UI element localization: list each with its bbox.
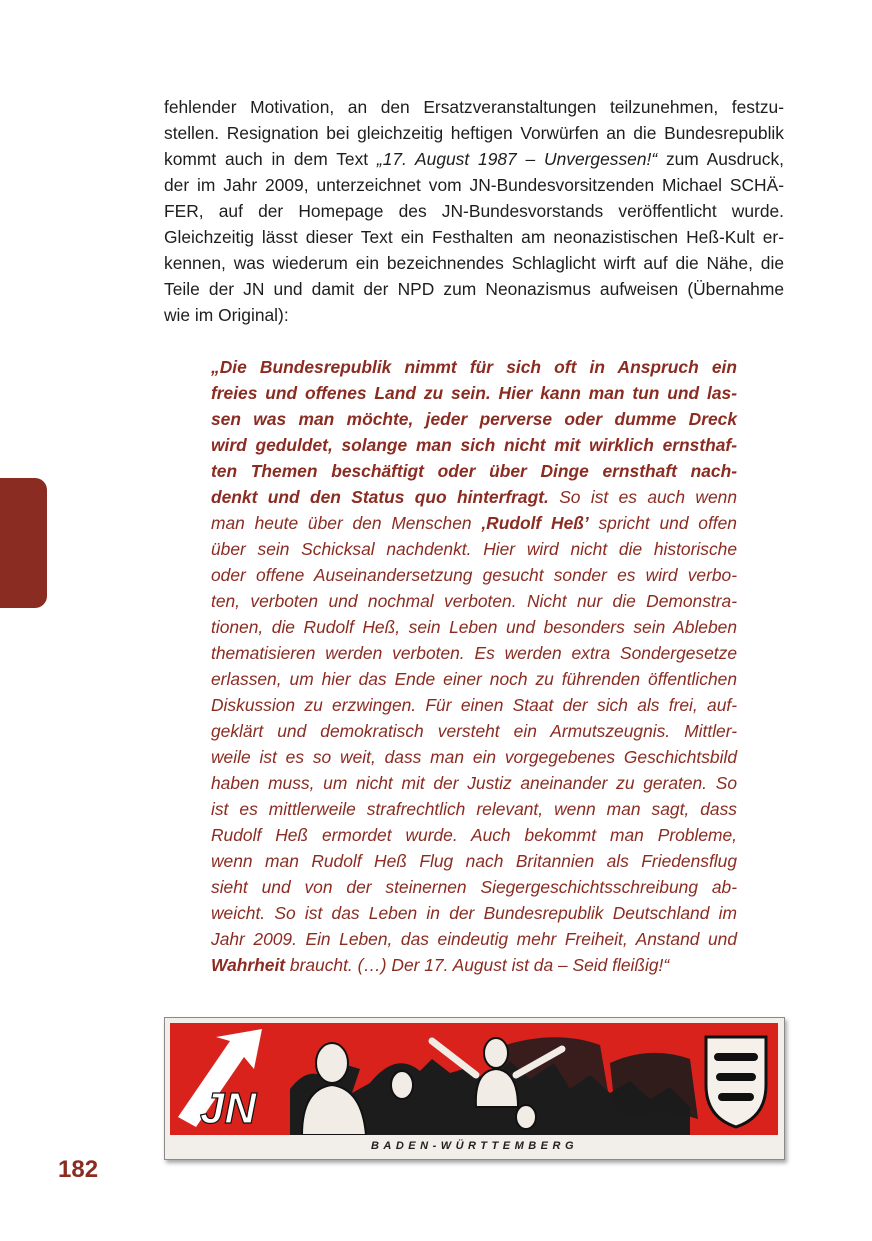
quote-bold-fragment: ‚Rudolf Heß’ [481,513,589,533]
quote-line: Rudolf Heß ermordet wurde. Auch bekommt man Probleme, [211,825,737,845]
body-text-fragment: zum Ausdruck, [657,149,784,169]
banner-caption: BADEN-WÜRTTEMBERG [370,1140,579,1152]
banner-illustration [170,1023,778,1135]
quote-fragment: man heute über den Menschen [211,513,482,533]
quote-line: „Die Bundesrepublik nimmt für sich oft in Anspruch ein [211,357,737,377]
jn-logo-text: JN [200,1084,257,1133]
quote-line: ten, verboten und nochmal verboten. Nicht nur die Demonstra- [211,591,737,611]
quote-fragment: braucht. (…) Der 17. August ist da – Seid fleißig!“ [285,955,670,975]
quote-line: thematisieren werden verboten. Es werden extra Sondergesetze [211,643,737,663]
body-line: stellen. Resignation bei gleichzeitig heftigen Vorwürfen an die Bundesrepublik [164,123,784,143]
body-line: Teile der JN und damit der NPD zum Neonazismus aufweisen (Übernahme [164,279,784,299]
body-line: kennen, was wiederum ein bezeichnendes Schlaglicht wirft auf die Nähe, die [164,253,784,273]
body-line: FER, auf der Homepage des JN-Bundesvorstands veröffentlicht wurde. [164,201,784,221]
quote-line [211,510,737,536]
quote-fragment: So ist es auch wenn [548,487,737,507]
quote-line: weicht. So ist das Leben in der Bundesrepublik Deutschland im [211,903,737,923]
chapter-side-tab [0,478,47,608]
quote-line [211,952,737,978]
quote-line: oder offene Auseinandersetzung gesucht sonder es wird verbo- [211,565,737,585]
body-line: fehlender Motivation, an den Ersatzveranstaltungen teilzunehmen, festzu- [164,97,784,117]
quote-line: haben muss, um nicht mit der Justiz aneinander zu geraten. So [211,773,737,793]
coat-of-arms-icon [706,1037,766,1127]
quote-line: Jahr 2009. Ein Leben, das eindeutig mehr Freiheit, Anstand und [211,929,737,949]
quote-bold-fragment: Wahrheit [211,955,286,975]
quote-line: über sein Schicksal nachdenkt. Hier wird nicht die historische [211,539,737,559]
quote-line: weile ist es so weit, dass man ein vorgegebenes Geschichtsbild [211,747,737,767]
body-line: Gleichzeitig lässt dieser Text ein Festhalten am neonazistischen Heß-Kult er- [164,227,784,247]
quote-line: sen was man möchte, jeder perverse oder dumme Dreck [211,409,737,429]
quote-line: ist es mittlerweile strafrechtlich relevant, wenn man sagt, dass [211,799,737,819]
quote-line: freies und offenes Land zu sein. Hier kann man tun und las- [211,383,737,403]
body-paragraph [164,94,784,328]
quote-line: Diskussion zu erzwingen. Für einen Staat der sich als frei, auf- [211,695,737,715]
quote-line: ten Themen beschäftigt oder über Dinge ernsthaft nach- [211,461,737,481]
page-number: 182 [58,1156,99,1183]
quote-fragment: spricht und offen [588,513,737,533]
body-line: der im Jahr 2009, unterzeichnet vom JN-Bundesvorsitzenden Michael SCHÄ- [164,175,784,195]
quoted-title: „17. August 1987 – Unvergessen!“ [376,149,658,169]
jn-banner-image [164,1017,785,1160]
quote-bold-fragment: denkt und den Status quo hinterfragt. [211,487,549,507]
quote-line: erlassen, um hier das Ende einer noch zu führenden öffentlichen [211,669,737,689]
quote-line: wird geduldet, solange man sich nicht mit wirklich ernsthaf- [211,435,737,455]
quote-line: wenn man Rudolf Heß Flug nach Britannien als Friedensflug [211,851,737,871]
body-text-fragment: kommt auch in dem Text [164,149,377,169]
quote-line: geklärt und demokratisch versteht ein Armutszeugnis. Mittler- [211,721,737,741]
body-line [164,146,784,172]
quote-line [211,484,737,510]
block-quote [211,354,737,978]
quote-line: tionen, die Rudolf Heß, sein Leben und besonders sein Ableben [211,617,737,637]
quote-line: sieht und von der steinernen Siegergeschichtsschreibung ab- [211,877,737,897]
body-line: wie im Original): [164,305,289,325]
